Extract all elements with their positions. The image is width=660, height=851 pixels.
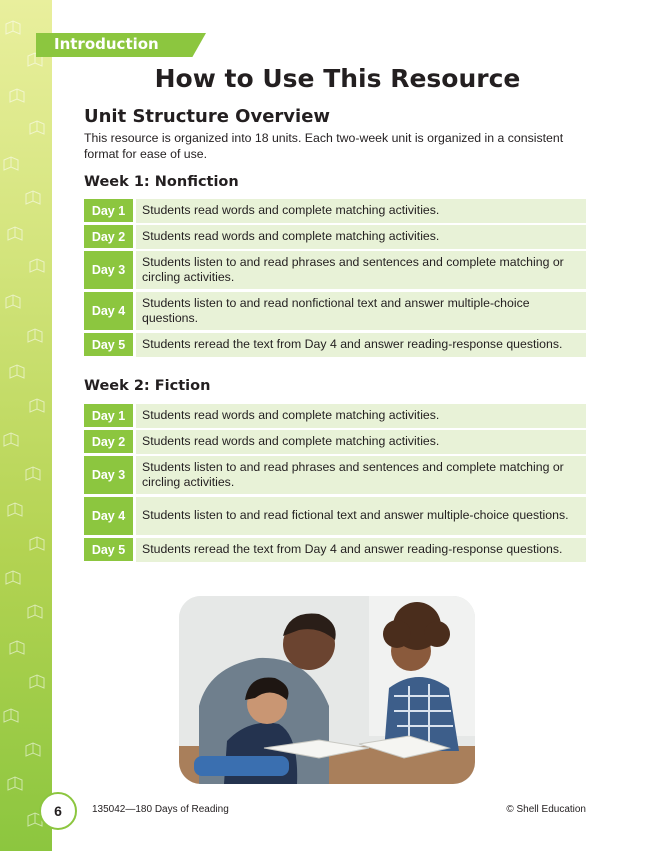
day-label: Day 3 (84, 456, 133, 494)
table-row (84, 199, 586, 222)
day-label: Day 3 (84, 251, 133, 289)
day-description: Students read words and complete matching activities. (136, 404, 586, 428)
reading-photo (179, 596, 475, 784)
page-title: How to Use This Resource (154, 64, 521, 93)
reading-family-illustration (179, 596, 475, 784)
table-row (84, 333, 586, 356)
table-row (84, 497, 586, 535)
section-tab-label: Introduction (54, 35, 159, 53)
day-description: Students listen to and read fictional text and answer multiple-choice questions. (136, 497, 586, 535)
intro-paragraph: This resource is organized into 18 units. Each two-week unit is organized in a consistent format for ease of use. (84, 131, 564, 161)
day-description: Students listen to and read phrases and sentences and complete matching or circling activities. (136, 251, 586, 289)
day-description: Students listen to and read nonfictional text and answer multiple-choice questions. (136, 292, 586, 330)
table-row (84, 225, 586, 248)
footer-copyright: © Shell Education (506, 804, 586, 815)
table-row (84, 456, 586, 494)
table-row (84, 538, 586, 561)
day-description: Students read words and complete matching activities. (136, 199, 586, 223)
day-description: Students read words and complete matching activities. (136, 225, 586, 249)
day-label: Day 5 (84, 538, 133, 561)
day-label: Day 1 (84, 199, 133, 222)
week1-heading: Week 1: Nonfiction (84, 174, 239, 190)
section-heading: Unit Structure Overview (84, 106, 331, 127)
day-label: Day 2 (84, 430, 133, 453)
table-row (84, 251, 586, 289)
footer-book-id: 135042—180 Days of Reading (92, 804, 229, 815)
week2-table (84, 404, 586, 564)
week1-table (84, 199, 586, 359)
table-row (84, 292, 586, 330)
day-label: Day 2 (84, 225, 133, 248)
table-row (84, 404, 586, 427)
day-description: Students reread the text from Day 4 and answer reading-response questions. (136, 538, 586, 562)
day-description: Students listen to and read phrases and sentences and complete matching or circling activities. (136, 456, 586, 494)
book-pattern-icon (0, 0, 52, 851)
day-label: Day 1 (84, 404, 133, 427)
day-description: Students reread the text from Day 4 and answer reading-response questions. (136, 333, 586, 357)
day-description: Students read words and complete matching activities. (136, 430, 586, 454)
week2-heading: Week 2: Fiction (84, 378, 211, 394)
day-label: Day 4 (84, 497, 133, 535)
table-row (84, 430, 586, 453)
day-label: Day 4 (84, 292, 133, 330)
page-number: 6 (39, 792, 77, 830)
decorative-side-band (0, 0, 52, 851)
day-label: Day 5 (84, 333, 133, 356)
